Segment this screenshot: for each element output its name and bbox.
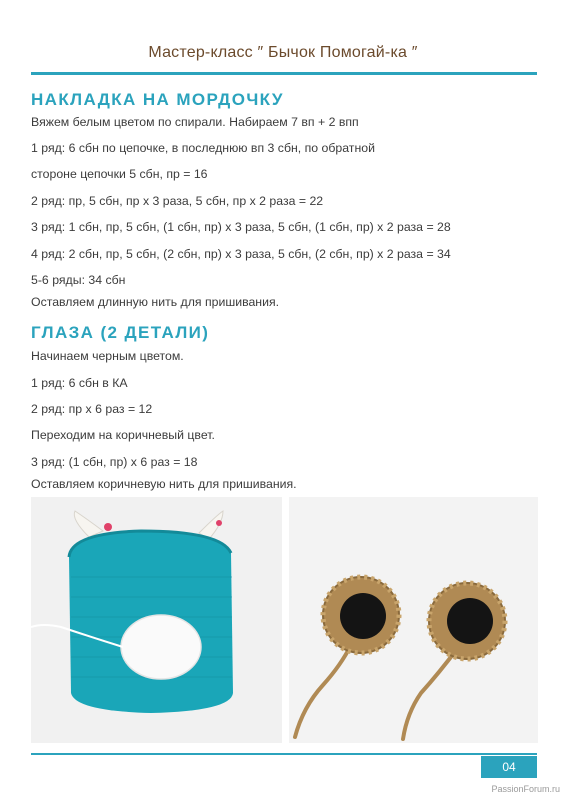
eyes-text-line: Начинаем черным цветом. [31, 349, 184, 363]
muzzle-text-line: стороне цепочки 5 сбн, пр = 16 [31, 167, 208, 181]
photo-head-with-muzzle [31, 497, 282, 743]
page-header-title: Мастер-класс ″ Бычок Помогай-ка ″ [148, 44, 418, 61]
muzzle-text-line: Оставляем длинную нить для пришивания. [31, 295, 280, 309]
footer-divider [31, 753, 537, 755]
page-number-badge: 04 [481, 756, 537, 778]
site-watermark: PassionForum.ru [491, 784, 560, 794]
eyes-text-line: 2 ряд: пр х 6 раз = 12 [31, 402, 153, 416]
section-title-muzzle: НАКЛАДКА НА МОРДОЧКУ [31, 90, 284, 109]
crochet-eyes-illustration [289, 497, 538, 743]
section-title-eyes: ГЛАЗА (2 ДЕТАЛИ) [31, 323, 210, 342]
header-divider [31, 72, 537, 75]
muzzle-text-line: Вяжем белым цветом по спирали. Набираем 7 вп + 2 впп [31, 115, 359, 129]
muzzle-text-line: 1 ряд: 6 сбн по цепочке, в последнюю вп 3 сбн, по обратной [31, 141, 375, 155]
muzzle-text-line: 3 ряд: 1 сбн, пр, 5 сбн, (1 сбн, пр) х 3 раза, 5 сбн, (1 сбн, пр) х 2 раза = 28 [31, 220, 451, 234]
eyes-text-line: 1 ряд: 6 сбн в КА [31, 376, 128, 390]
eyes-text-line: Оставляем коричневую нить для пришивания. [31, 477, 297, 491]
crochet-head-illustration [31, 497, 282, 743]
muzzle-text-line: 4 ряд: 2 сбн, пр, 5 сбн, (2 сбн, пр) х 3 раза, 5 сбн, (2 сбн, пр) х 2 раза = 34 [31, 247, 451, 261]
eyes-text-line: Переходим на коричневый цвет. [31, 428, 215, 442]
muzzle-text-line: 2 ряд: пр, 5 сбн, пр х 3 раза, 5 сбн, пр х 2 раза = 22 [31, 194, 324, 208]
muzzle-text-line: 5-6 ряды: 34 сбн [31, 273, 126, 287]
photo-crochet-eyes [289, 497, 538, 743]
eyes-text-line: 3 ряд: (1 сбн, пр) х 6 раз = 18 [31, 455, 198, 469]
